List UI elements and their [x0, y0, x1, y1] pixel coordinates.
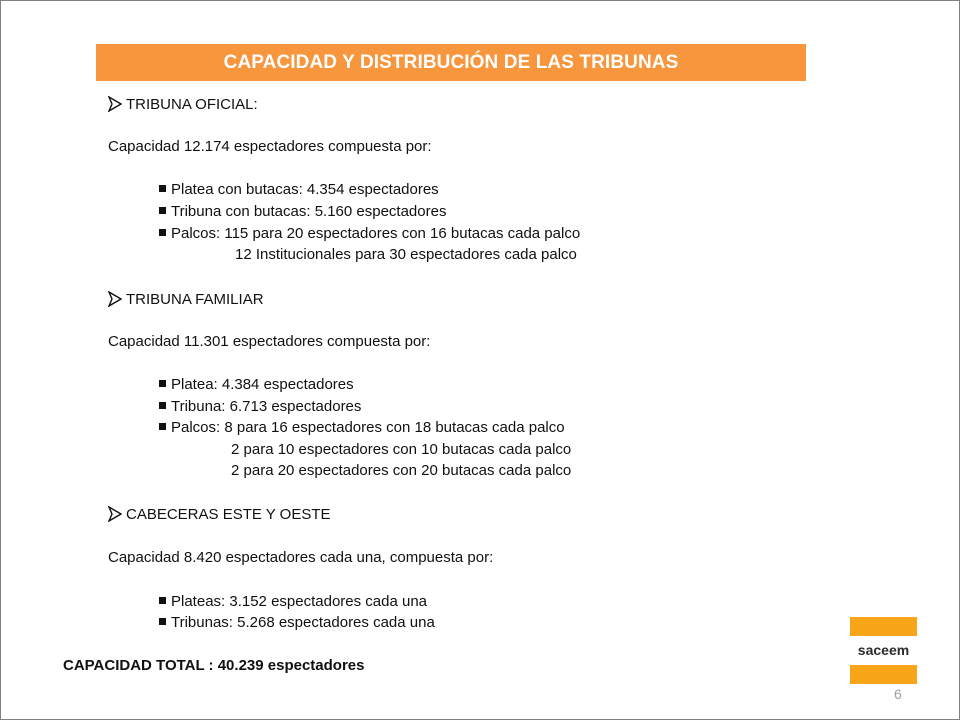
section-heading-oficial	[108, 96, 258, 114]
section-heading-familiar	[108, 291, 264, 309]
square-bullet-icon	[159, 229, 166, 236]
section-heading-label: TRIBUNA OFICIAL:	[126, 96, 258, 113]
square-bullet-icon	[159, 185, 166, 192]
capacity-oficial: Capacidad 12.174 espectadores compuesta por:	[108, 138, 432, 155]
square-bullet-icon	[159, 402, 166, 409]
list-item: Platea con butacas: 4.354 espectadores	[159, 181, 439, 199]
section-heading-label: TRIBUNA FAMILIAR	[126, 291, 264, 308]
square-bullet-icon	[159, 597, 166, 604]
section-heading-cabeceras	[108, 506, 331, 524]
arrow-bullet-icon	[108, 506, 122, 522]
list-item-continuation: 2 para 20 espectadores con 20 butacas cada palco	[231, 462, 572, 479]
page-number: 6	[894, 686, 902, 702]
list-item: Tribuna con butacas: 5.160 espectadores	[159, 203, 446, 221]
logo-text: saceem	[850, 636, 917, 665]
saceem-logo	[850, 617, 917, 684]
square-bullet-icon	[159, 618, 166, 625]
square-bullet-icon	[159, 423, 166, 430]
capacity-cabeceras: Capacidad 8.420 espectadores cada una, compuesta por:	[108, 549, 494, 566]
list-item: Tribunas: 5.268 espectadores cada una	[159, 614, 435, 632]
list-item: Tribuna: 6.713 espectadores	[159, 398, 361, 416]
arrow-bullet-icon	[108, 96, 122, 112]
logo-band-bottom	[850, 665, 917, 684]
list-item-continuation: 2 para 10 espectadores con 10 butacas cada palco	[231, 441, 572, 458]
list-item: Platea: 4.384 espectadores	[159, 376, 354, 394]
slide-title: CAPACIDAD Y DISTRIBUCIÓN DE LAS TRIBUNAS	[96, 44, 806, 81]
square-bullet-icon	[159, 380, 166, 387]
list-item: Plateas: 3.152 espectadores cada una	[159, 593, 427, 611]
capacity-familiar: Capacidad 11.301 espectadores compuesta por:	[108, 333, 431, 350]
list-item: Palcos: 115 para 20 espectadores con 16 butacas cada palco	[159, 225, 580, 243]
list-item-continuation: 12 Institucionales para 30 espectadores cada palco	[235, 246, 577, 263]
square-bullet-icon	[159, 207, 166, 214]
list-item: Palcos: 8 para 16 espectadores con 18 butacas cada palco	[159, 419, 565, 437]
section-heading-label: CABECERAS ESTE Y OESTE	[126, 506, 331, 523]
arrow-bullet-icon	[108, 291, 122, 307]
logo-band-top	[850, 617, 917, 636]
capacity-total: CAPACIDAD TOTAL : 40.239 espectadores	[63, 657, 365, 674]
